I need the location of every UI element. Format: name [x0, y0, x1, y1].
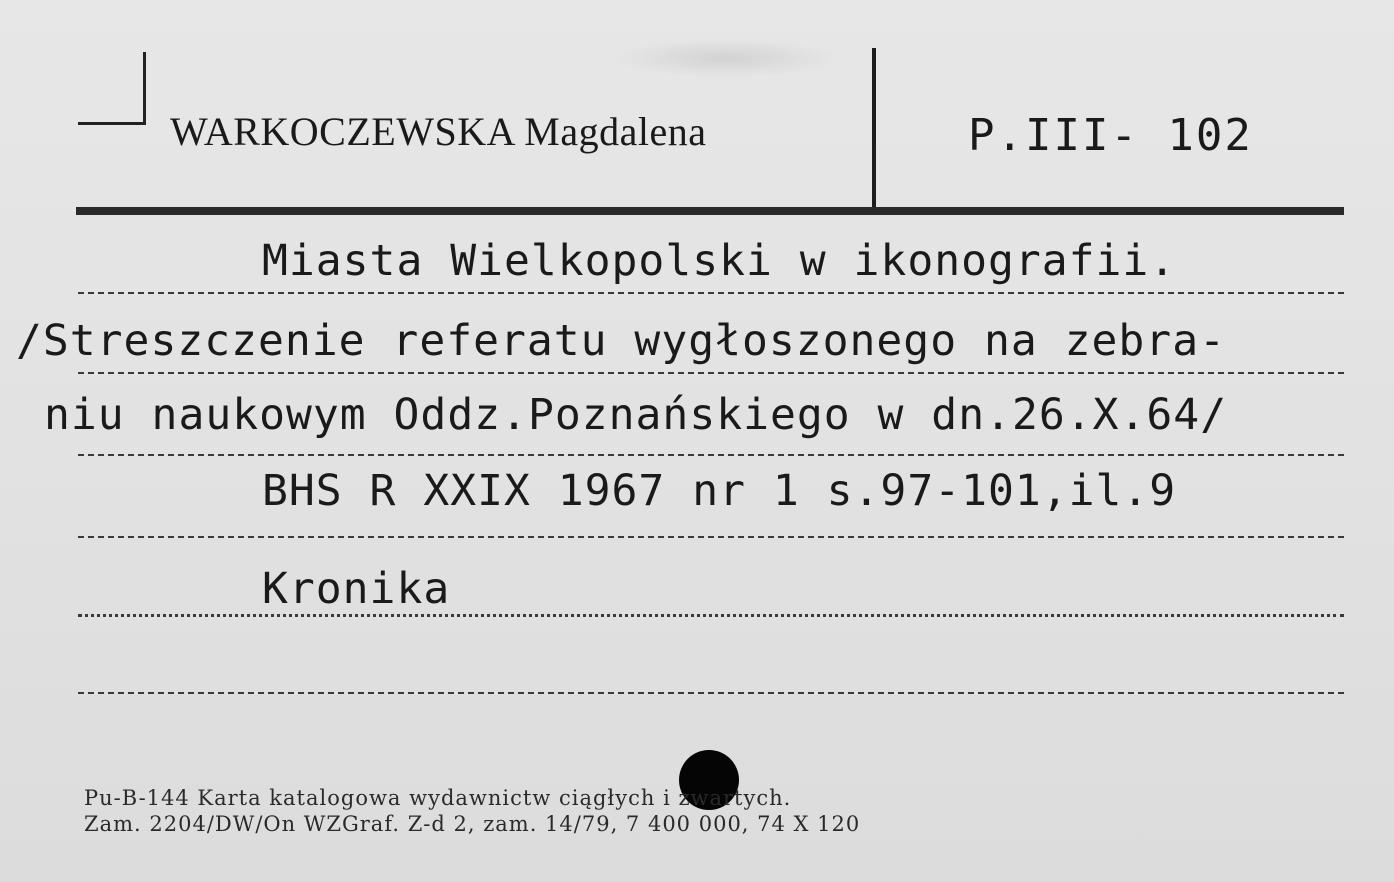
corner-guide-horizontal — [78, 122, 146, 125]
rule-3 — [78, 454, 1344, 456]
author-name: WARKOCZEWSKA Magdalena — [170, 109, 707, 154]
title-line-2: /Streszczenie referatu wygłoszonego na zebra- — [16, 316, 1226, 366]
call-number: P.III- 102 — [968, 110, 1253, 161]
section-label: Kronika — [262, 564, 451, 614]
title-line-1: Miasta Wielkopolski w ikonografii. — [262, 236, 1177, 286]
header-divider — [872, 48, 876, 208]
source-line: BHS R XXIX 1967 nr 1 s.97-101,il.9 — [262, 466, 1177, 516]
rule-6 — [78, 692, 1344, 694]
footer-line-2: Zam. 2204/DW/On WZGraf. Z-d 2, zam. 14/79, 7 400 000, 74 X 120 — [84, 812, 861, 836]
rule-2 — [78, 372, 1344, 374]
footer-line-1: Pu-B-144 Karta katalogowa wydawnictw ciągłych i zwartych. — [84, 786, 792, 810]
corner-guide-vertical — [143, 52, 146, 122]
header-rule — [76, 207, 1344, 215]
stamp-smudge — [610, 38, 840, 78]
rule-4 — [78, 536, 1344, 538]
rule-1 — [78, 292, 1344, 294]
rule-5 — [78, 614, 1344, 617]
title-line-3: niu naukowym Oddz.Poznańskiego w dn.26.X.64/ — [44, 390, 1228, 440]
